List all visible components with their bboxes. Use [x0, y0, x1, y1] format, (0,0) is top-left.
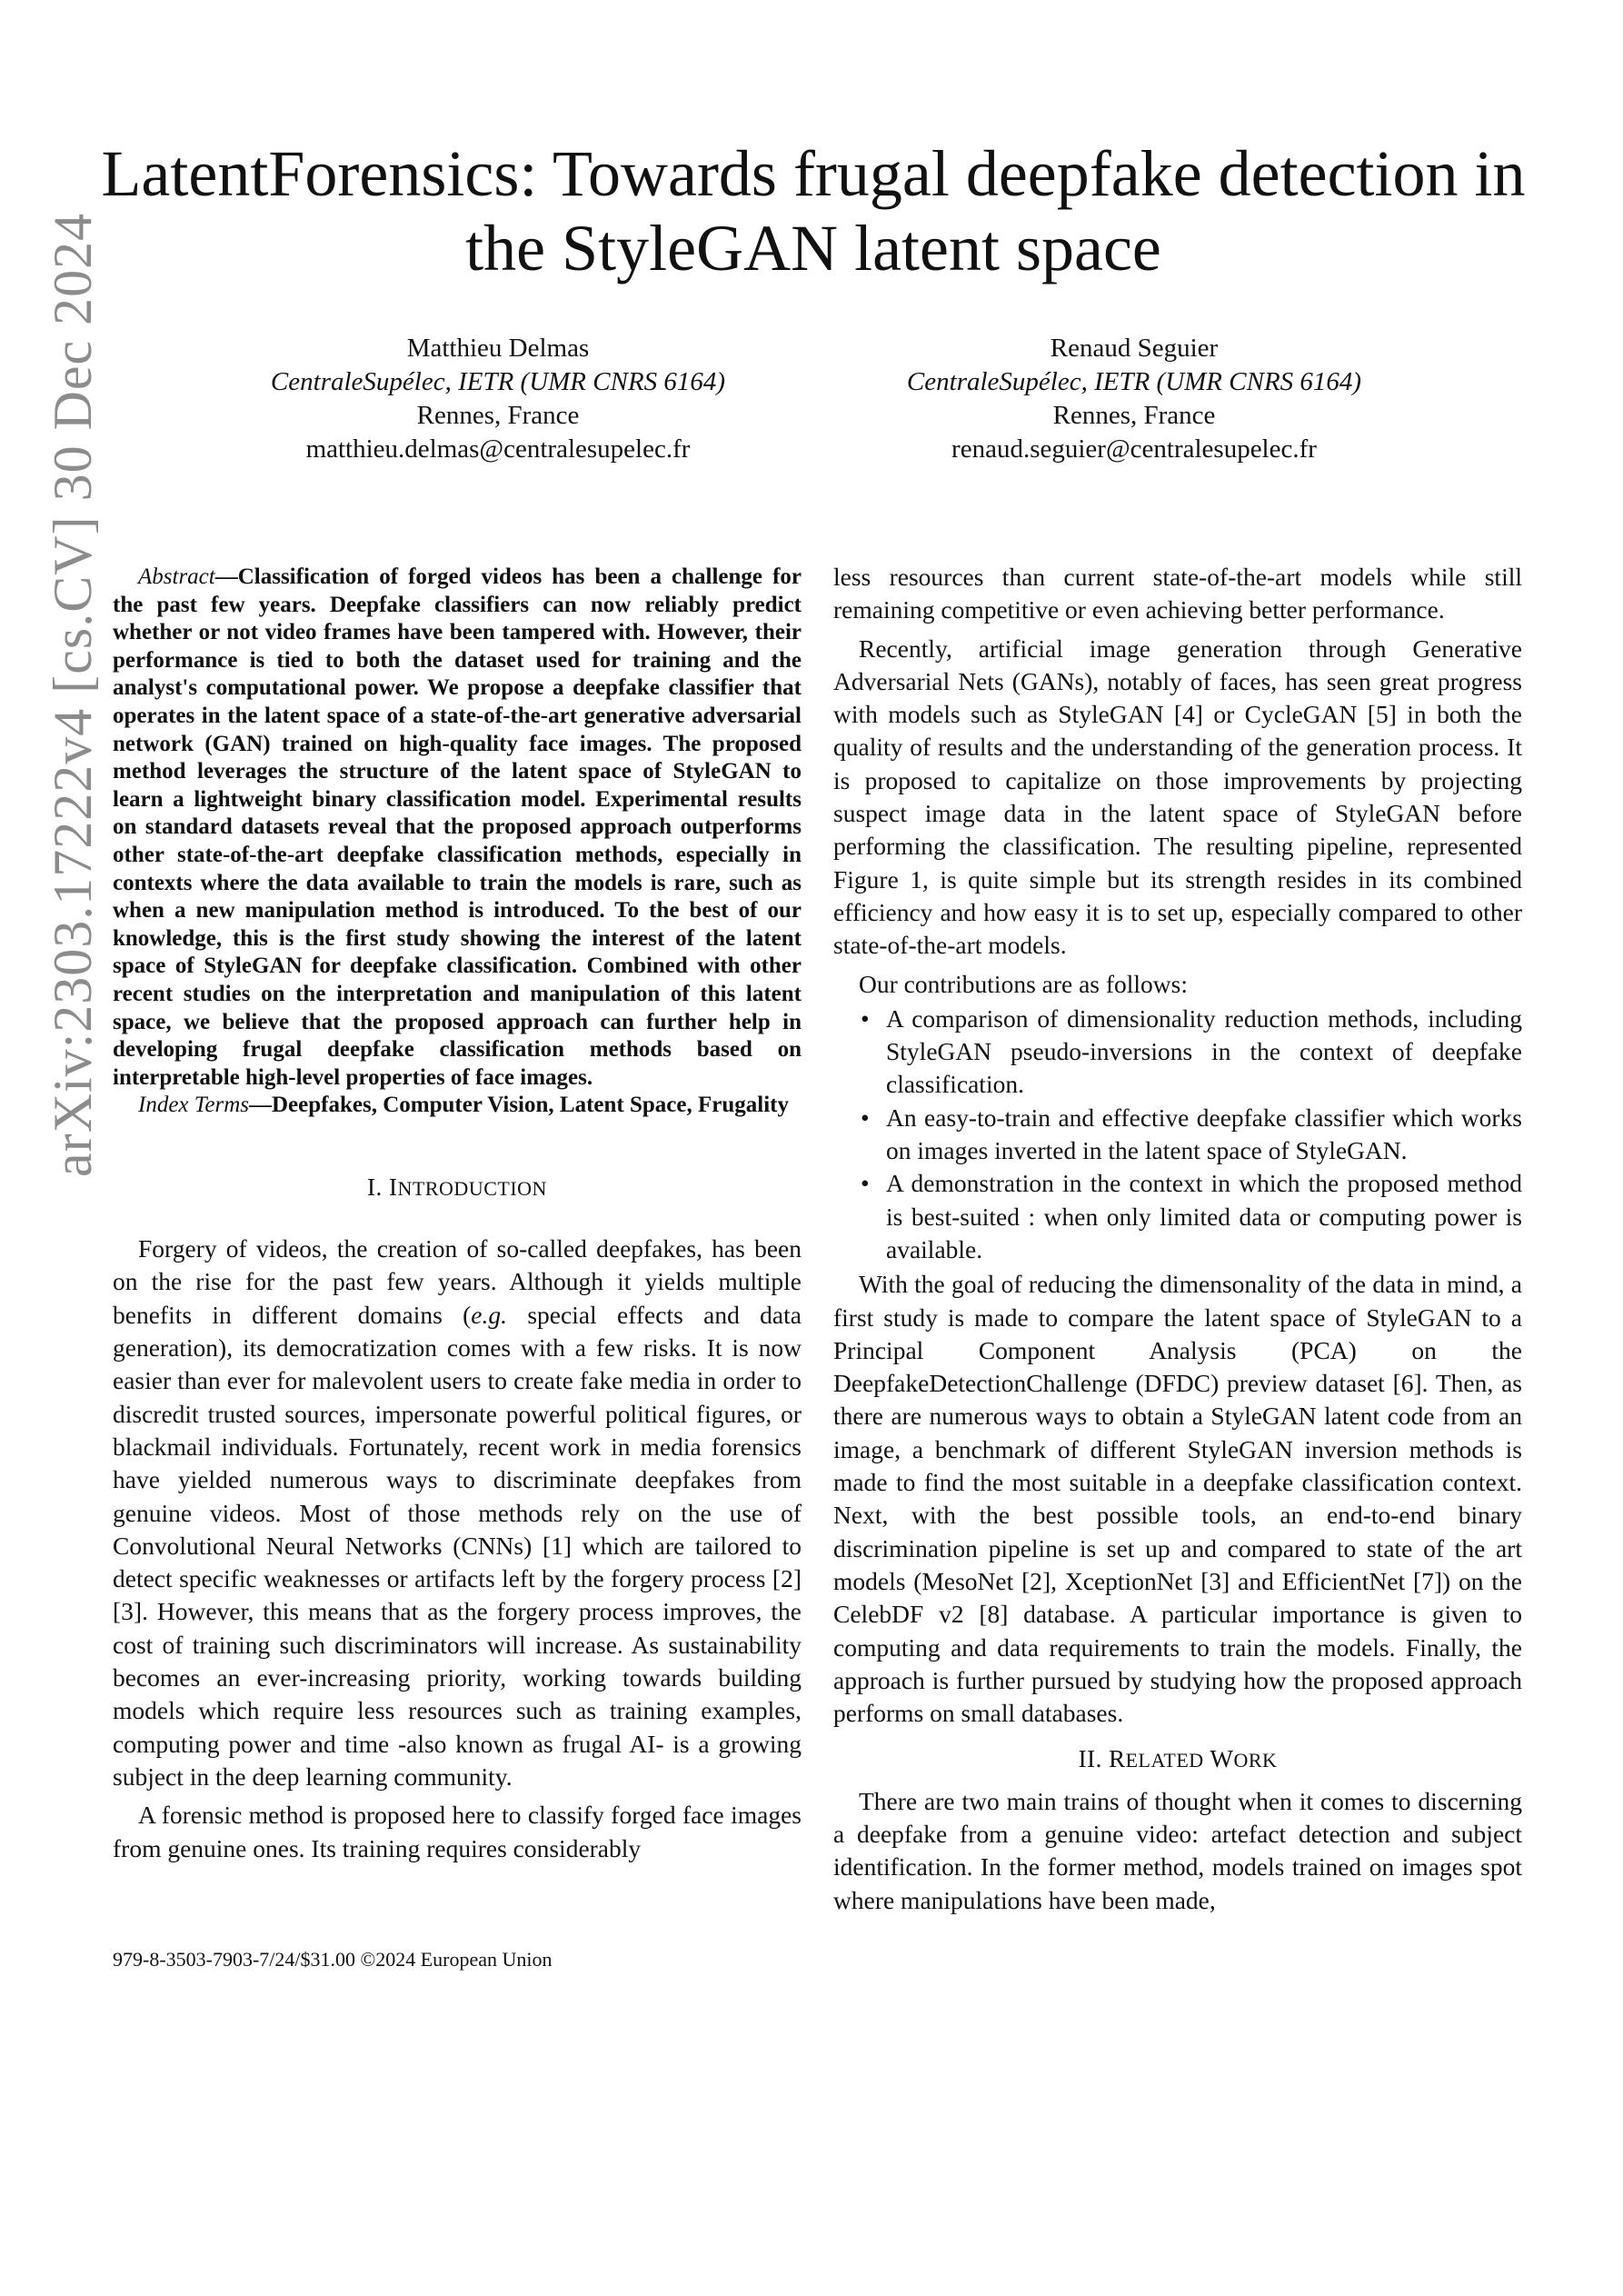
section-title-rest: NTRODUCTION [397, 1176, 547, 1200]
intro-paragraph-4: Recently, artificial image generation through Generative Adversarial Nets (GANs), notably of faces, has seen great progress with models such as StyleGAN [4] or CycleGAN [5] in both the quality of results and the understanding of the generation process. It is proposed to capitalize on those improvements by projecting suspect image data in the latent space of StyleGAN before performing the classification. The resulting pipeline, represented Figure 1, is quite simple but its strength resides in its combined efficiency and how easy it is to set up, especially compared to other state-of-the-art models. [833, 634, 1522, 960]
abstract-text: Abstract—Classification of forged videos has been a challenge for the past few years. Deepfake classifiers can now reliably predict whether or not video frames have been tampered with. However, their performance is tied to both the dataset used for training and the analyst's computational power. We propose a deepfake classifier that operates in the latent space of a state-of-the-art generative adversarial network (GAN) trained on high-quality face images. The proposed method leverages the structure of the latent space of StyleGAN to learn a lightweight binary classification model. Experimental results on standard datasets reveal that the proposed approach outperforms other state-of-the-art deepfake classification methods, especially in contexts where the data available to train the models is rare, such as when a new manipulation method is introduced. To the best of our knowledge, this is the first study showing the interest of the latent space of StyleGAN for deepfake classification. Combined with other recent studies on the interpretation and manipulation of this latent space, we believe that the proposed approach can further help in developing frugal deepfake classification methods based on interpretable high-level properties of face images. [113, 564, 802, 1090]
author-location: Rennes, France [416, 401, 580, 430]
author-name: Renaud Seguier [1050, 334, 1219, 363]
list-item: • An easy-to-train and effective deepfake classifier which works on images inverted in the latent space of StyleGAN. [886, 1102, 1522, 1168]
author-location: Rennes, France [1052, 401, 1216, 430]
author-affiliation: CentraleSupélec, IETR (UMR CNRS 6164) [906, 367, 1362, 396]
right-column [833, 561, 1522, 1917]
list-item: • A comparison of dimensionality reduction methods, including StyleGAN pseudo-inversions in the context of deepfake classification. [886, 1003, 1522, 1102]
contributions-intro: Our contributions are as follows: [859, 969, 1189, 998]
author-affiliation: CentraleSupélec, IETR (UMR CNRS 6164) [270, 367, 726, 396]
intro-paragraph-3: less resources than current state-of-the-art models while still remaining competitive or even achieving better performance. [833, 563, 1522, 624]
copyright-footer: 979-8-3503-7903-7/24/$31.00 ©2024 European Union [113, 1948, 553, 1971]
intro-paragraph-2: A forensic method is proposed here to classify forged face images from genuine ones. Its training requires considerably [113, 1801, 802, 1862]
intro-paragraph-5: With the goal of reducing the dimensonality of the data in mind, a first study is made to compare the latent space of StyleGAN to a Principal Component Analysis (PCA) on the DeepfakeDetectionChallenge (DFDC) preview dataset [6]. Then, as there are numerous ways to obtain a StyleGAN latent code from an image, a benchmark of different StyleGAN inversion methods is made to find the most suitable in a deepfake classification context. Next, with the best possible tools, an end-to-end binary discrimination pipeline is set up and compared to state of the art models (MesoNet [2], XceptionNet [3] and EfficientNet [7]) on the CelebDF v2 [8] database. A particular importance is given to computing and data requirements to train the models. Finally, the approach is further pursued by studying how the proposed approach performs on small databases. [833, 1270, 1522, 1728]
author-block-1 [153, 332, 843, 466]
index-terms-label: Index Terms [138, 1093, 249, 1118]
section-number: II. [1078, 1745, 1102, 1773]
intro-paragraph-1 [113, 1233, 802, 1793]
text-run: special effects and data generation), its democratization comes with a few risks. It is now easier than ever for malevolent users to create fake media in order to discredit trusted sources, impersonate powerful political figures, or blackmail individuals. Fortunately, recent work in media forensics have yielded numerous ways to discriminate deepfakes from genuine videos. Most of those methods rely on the use of Convolutional Neural Networks (CNNs) [1] which are tailored to detect specific weaknesses or artifacts left by the forgery process [2] [3]. However, this means that as the forgery process improves, the cost of training such discriminators will increase. As sustainability becomes an ever-increasing priority, working towards building models which require less resources such as training examples, computing power and time -also known as frugal AI- is a growing subject in the deep learning community. [113, 1300, 802, 1791]
related-work-paragraph-1: There are two main trains of thought when it comes to discerning a deepfake from a genuine video: artefact detection and subject identification. In the former method, models trained on images spot where manipulations have been made, [833, 1786, 1522, 1914]
list-item: • A demonstration in the context in which the proposed method is best-suited : when only limited data or computing power is available. [886, 1167, 1522, 1266]
author-block-2 [789, 332, 1479, 466]
author-email: matthieu.delmas@centralesupelec.fr [305, 434, 691, 464]
index-terms-body: Deepfakes, Computer Vision, Latent Space, Frugality [272, 1093, 789, 1118]
section-title-rest: ELATED [1125, 1749, 1204, 1772]
section-title-initial: W [1210, 1745, 1234, 1773]
text-run: Forgery of videos, the creation of so-called deepfakes, has been on the rise for the past few years. Although it yields multiple benefits in different domains ( [113, 1234, 802, 1329]
author-email: renaud.seguier@centralesupelec.fr [951, 434, 1317, 464]
index-terms: Index Terms—Deepfakes, Computer Vision, Latent Space, Frugality [138, 1093, 789, 1118]
section-title-initial: R [1109, 1745, 1126, 1773]
abstract-label: Abstract [138, 564, 215, 589]
section-heading-related-work [833, 1742, 1522, 1777]
contributions-list [833, 1003, 1522, 1266]
section-heading-introduction [113, 1171, 802, 1205]
arxiv-stamp: arXiv:2303.17222v4 [cs.CV] 30 Dec 2024 [43, 212, 103, 1177]
left-column [113, 564, 802, 1865]
section-title-rest: ORK [1233, 1749, 1278, 1772]
abstract [113, 564, 802, 1120]
text-run-italic: e.g. [471, 1300, 508, 1329]
section-title-initial: I [389, 1173, 398, 1201]
author-name: Matthieu Delmas [406, 334, 590, 363]
section-number: I. [367, 1173, 383, 1201]
abstract-body: Classification of forged videos has been a challenge for the past few years. Deepfake classifiers can now reliably predict whether or not video frames have been tampered with. However, their performance is tied to both the dataset used for training and the analyst's computational power. We propose a deepfake classifier that operates in the latent space of a state-of-the-art generative adversarial network (GAN) trained on high-quality face images. The proposed method leverages the structure of the latent space of StyleGAN to learn a lightweight binary classification model. Experimental results on standard datasets reveal that the proposed approach outperforms other state-of-the-art deepfake classification methods, especially in contexts where the data available to train the models is rare, such as when a new manipulation method is introduced. To the best of our knowledge, this is the first study showing the interest of the latent space of StyleGAN for deepfake classification. Combined with other recent studies on the interpretation and manipulation of this latent space, we believe that the proposed approach can further help in developing frugal deepfake classification methods based on interpretable high-level properties of face images. [113, 564, 802, 1090]
paper-title: LatentForensics: Towards frugal deepfake detection in the StyleGAN latent space [101, 137, 1526, 285]
